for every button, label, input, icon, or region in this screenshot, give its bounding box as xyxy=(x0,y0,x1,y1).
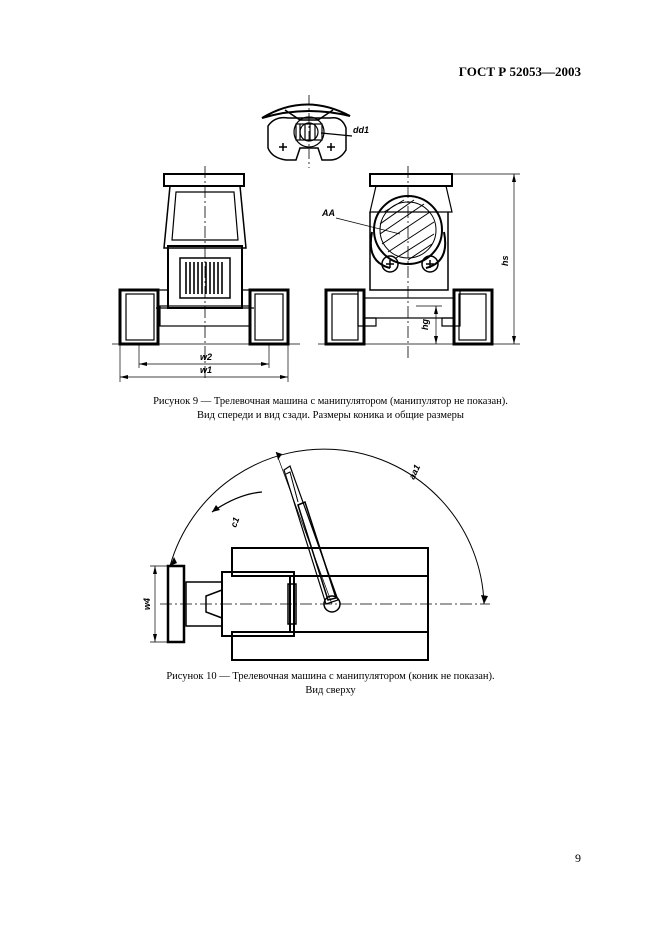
label-aa1: aa1 xyxy=(406,462,423,481)
label-hs: hs xyxy=(500,255,510,266)
figure9-caption-line2: Вид спереди и вид сзади. Размеры коника и общие размеры xyxy=(197,410,464,421)
label-aa: AA xyxy=(322,208,335,218)
standard-header: ГОСТ Р 52053—2003 xyxy=(458,64,581,79)
label-w2: w2 xyxy=(200,352,213,362)
label-dd1: dd1 xyxy=(353,125,370,135)
page-number: 9 xyxy=(575,851,581,865)
figure9-caption-line1: Рисунок 9 — Трелевочная машина с манипулятором (манипулятор не показан). xyxy=(153,396,508,407)
rear-view-drawing xyxy=(318,166,520,360)
top-view-drawing xyxy=(150,449,490,660)
figure10-caption-line2: Вид сверху xyxy=(305,685,356,696)
figure10-caption-line1: Рисунок 10 — Трелевочная машина с манипулятором (коник не показан). xyxy=(166,671,495,682)
figure9-caption xyxy=(0,395,661,423)
label-w1: w1 xyxy=(200,365,213,375)
figure10-caption xyxy=(0,670,661,698)
label-c1: c1 xyxy=(228,515,242,529)
label-w4: w4 xyxy=(142,597,152,610)
bunk-detail-drawing xyxy=(262,95,352,168)
label-hg: hg xyxy=(420,319,430,330)
front-view-drawing xyxy=(112,166,300,382)
